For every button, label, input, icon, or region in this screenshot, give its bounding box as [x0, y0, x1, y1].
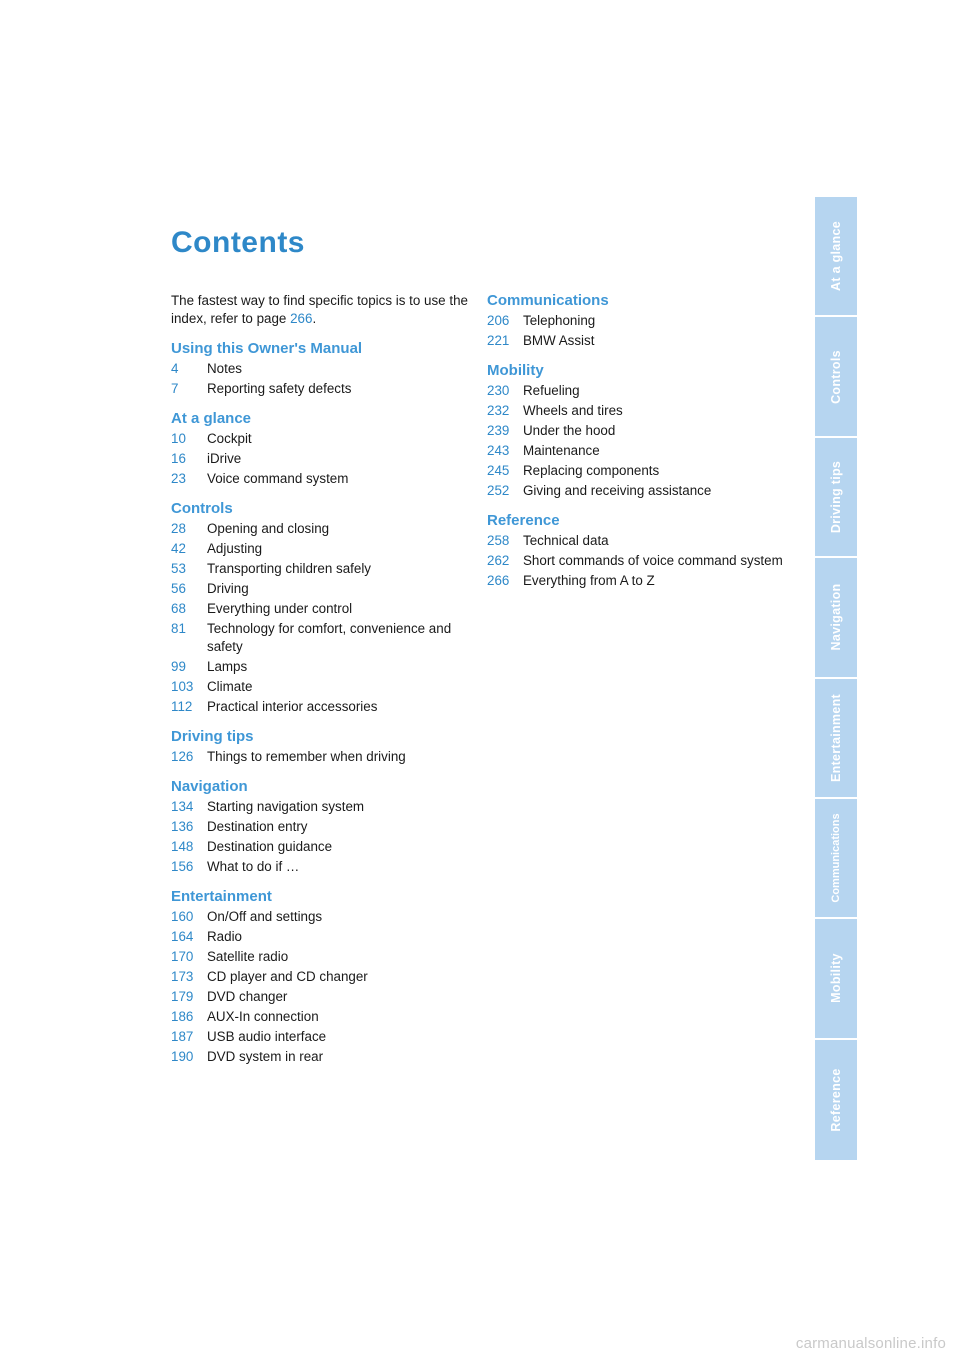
- toc-entry-text: Starting navigation system: [207, 799, 365, 814]
- toc-entry[interactable]: [487, 532, 787, 550]
- toc-entry[interactable]: [487, 572, 787, 590]
- toc-entry-text: Voice command system: [207, 471, 349, 486]
- section-title[interactable]: Driving tips: [171, 728, 254, 745]
- toc-entry[interactable]: [171, 858, 471, 876]
- toc-entry[interactable]: [171, 658, 471, 676]
- toc-entry[interactable]: [487, 402, 787, 420]
- toc-entry[interactable]: [487, 382, 787, 400]
- toc-entry-page[interactable]: 7: [171, 381, 179, 396]
- toc-entry-text: Notes: [207, 361, 242, 376]
- toc-section: [171, 728, 471, 766]
- toc-entry-text: Short commands of voice command system: [523, 553, 783, 568]
- sidebar-tab-label: Controls: [829, 349, 843, 404]
- toc-entry-page[interactable]: 136: [171, 819, 194, 834]
- section-title[interactable]: Mobility: [487, 362, 544, 379]
- toc-entry-page[interactable]: 186: [171, 1009, 194, 1024]
- toc-entry[interactable]: [487, 442, 787, 460]
- toc-entry-page[interactable]: 179: [171, 989, 194, 1004]
- toc-entry-page[interactable]: 4: [171, 361, 179, 376]
- toc-entry-page[interactable]: 42: [171, 541, 186, 556]
- toc-entry-text: Maintenance: [523, 443, 600, 458]
- toc-entry[interactable]: [487, 552, 787, 570]
- toc-entry-text: Wheels and tires: [523, 403, 623, 418]
- section-title[interactable]: Entertainment: [171, 888, 272, 905]
- sidebar-tab-label: Driving tips: [829, 460, 843, 534]
- toc-entry[interactable]: [171, 620, 471, 656]
- toc-entry-page[interactable]: 112: [171, 699, 193, 714]
- intro-text: The fastest way to find specific topics is to use the index, refer to page 266.: [171, 293, 468, 326]
- toc-entry-page[interactable]: 56: [171, 581, 186, 596]
- sidebar-tab[interactable]: [815, 438, 857, 558]
- section-title[interactable]: Communications: [487, 292, 609, 309]
- toc-entry[interactable]: [171, 698, 471, 716]
- toc-entry[interactable]: [487, 332, 787, 350]
- sidebar-tab[interactable]: [815, 197, 857, 317]
- sidebar-tab[interactable]: [815, 799, 857, 919]
- toc-entry[interactable]: [171, 678, 471, 696]
- toc-entry-page[interactable]: 53: [171, 561, 186, 576]
- toc-entry[interactable]: [171, 600, 471, 618]
- toc-entry-text: Technical data: [523, 533, 609, 548]
- toc-section: [171, 888, 471, 1066]
- toc-entry[interactable]: [487, 482, 787, 500]
- toc-entry[interactable]: [171, 580, 471, 598]
- toc-entry-text: Replacing components: [523, 463, 660, 478]
- toc-entry-page[interactable]: 221: [487, 333, 510, 348]
- page-title: Contents: [171, 226, 305, 259]
- section-title[interactable]: Using this Owner's Manual: [171, 340, 363, 357]
- toc-entry-text: Things to remember when driving: [207, 749, 406, 764]
- toc-entry-page[interactable]: 245: [487, 463, 510, 478]
- toc-entry[interactable]: [487, 462, 787, 480]
- toc-entry-text: DVD changer: [207, 989, 288, 1004]
- section-title[interactable]: Navigation: [171, 778, 248, 795]
- toc-entry-page[interactable]: 170: [171, 949, 194, 964]
- toc-entry-text: Adjusting: [207, 541, 263, 556]
- toc-entry-page[interactable]: 173: [171, 969, 194, 984]
- sidebar-tab[interactable]: [815, 919, 857, 1039]
- toc-entry-page[interactable]: 206: [487, 313, 510, 328]
- toc-entry[interactable]: [171, 380, 471, 398]
- toc-entry-page[interactable]: 190: [171, 1049, 194, 1064]
- toc-entry-text: Destination guidance: [207, 839, 333, 854]
- toc-entry[interactable]: [171, 908, 471, 926]
- toc-entry-page[interactable]: 160: [171, 909, 194, 924]
- sidebar-tab-label: At a glance: [829, 221, 843, 292]
- sidebar-tab[interactable]: [815, 558, 857, 678]
- toc-entry-text: Transporting children safely: [207, 561, 371, 576]
- section-title[interactable]: Controls: [171, 500, 233, 517]
- toc-entry-page[interactable]: 103: [171, 679, 194, 694]
- toc-entry[interactable]: [171, 798, 471, 816]
- toc-entry-text: USB audio interface: [207, 1029, 327, 1044]
- toc-entry-text: On/Off and settings: [207, 909, 323, 924]
- toc-entry-text: Giving and receiving assistance: [523, 483, 712, 498]
- toc-entry[interactable]: [171, 838, 471, 856]
- toc-entry-page[interactable]: 164: [171, 929, 194, 944]
- toc-entry-text: Radio: [207, 929, 242, 944]
- toc-entry[interactable]: [171, 360, 471, 378]
- toc-entry[interactable]: [171, 470, 471, 488]
- toc-entry[interactable]: [171, 928, 471, 946]
- sidebar-tab-label: Communications: [830, 813, 842, 903]
- sidebar-tab-label: Navigation: [829, 583, 843, 651]
- toc-section: [171, 500, 471, 716]
- toc-entry-page[interactable]: 156: [171, 859, 194, 874]
- toc-entry-text: Under the hood: [523, 423, 616, 438]
- section-title[interactable]: At a glance: [171, 410, 252, 427]
- toc-entry[interactable]: [171, 430, 471, 448]
- contents-right-column: [487, 292, 787, 602]
- section-title[interactable]: Reference: [487, 512, 560, 529]
- toc-entry-text: iDrive: [207, 451, 242, 466]
- toc-entry[interactable]: [171, 1028, 471, 1046]
- intro-page-link[interactable]: 266: [290, 311, 313, 326]
- sidebar-tab[interactable]: [815, 1040, 857, 1160]
- toc-entry-text: Driving: [207, 581, 249, 596]
- toc-entry[interactable]: [171, 1048, 471, 1066]
- toc-entry[interactable]: [171, 988, 471, 1006]
- toc-section: [171, 410, 471, 488]
- toc-entry-text: Lamps: [207, 659, 248, 674]
- toc-entry-page[interactable]: 134: [171, 799, 194, 814]
- toc-section: [171, 340, 471, 398]
- sidebar-tab-label: Entertainment: [829, 693, 843, 782]
- toc-entry-page[interactable]: 28: [171, 521, 186, 536]
- toc-entry-page[interactable]: 81: [171, 621, 186, 636]
- toc-entry-page[interactable]: 243: [487, 443, 510, 458]
- toc-entry-text: What to do if …: [207, 859, 300, 874]
- toc-entry-page[interactable]: 252: [487, 483, 510, 498]
- toc-entry-text: CD player and CD changer: [207, 969, 368, 984]
- toc-entry-text: Satellite radio: [207, 949, 289, 964]
- toc-entry-text: DVD system in rear: [207, 1049, 324, 1064]
- toc-entry-page[interactable]: 99: [171, 659, 186, 674]
- toc-entry-text: Destination entry: [207, 819, 308, 834]
- sidebar-tab[interactable]: [815, 679, 857, 799]
- toc-entry[interactable]: [171, 520, 471, 538]
- toc-entry-text: AUX-In connection: [207, 1009, 319, 1024]
- toc-section: [487, 292, 787, 350]
- toc-entry[interactable]: [171, 818, 471, 836]
- toc-entry-page[interactable]: 68: [171, 601, 186, 616]
- toc-entry[interactable]: [171, 948, 471, 966]
- toc-entry-page[interactable]: 232: [487, 403, 510, 418]
- toc-entry[interactable]: [171, 540, 471, 558]
- toc-entry[interactable]: [487, 422, 787, 440]
- toc-entry[interactable]: [171, 748, 471, 766]
- toc-entry[interactable]: [487, 312, 787, 330]
- toc-entry[interactable]: [171, 968, 471, 986]
- sidebar-tab-label: Reference: [829, 1068, 843, 1132]
- toc-entry-text: Refueling: [523, 383, 580, 398]
- toc-entry-page[interactable]: 230: [487, 383, 510, 398]
- contents-left-column: [171, 292, 471, 1078]
- toc-entry-page[interactable]: 126: [171, 749, 194, 764]
- toc-entry[interactable]: [171, 560, 471, 578]
- sidebar-tab-label: Mobility: [829, 953, 843, 1004]
- toc-entry-text: Practical interior accessories: [207, 699, 378, 714]
- toc-entry-page[interactable]: 262: [487, 553, 510, 568]
- toc-entry[interactable]: [171, 1008, 471, 1026]
- toc-entry-page[interactable]: 23: [171, 471, 186, 486]
- watermark: carmanualsonline.info: [795, 1335, 946, 1352]
- toc-entry-text: Cockpit: [207, 431, 252, 446]
- toc-entry-page[interactable]: 266: [487, 573, 510, 588]
- toc-entry-page[interactable]: 187: [171, 1029, 194, 1044]
- toc-section: [487, 362, 787, 500]
- toc-entry-text: BMW Assist: [523, 333, 595, 348]
- toc-entry-text: Technology for comfort, convenience and safety: [207, 621, 452, 654]
- toc-entry-text: Reporting safety defects: [207, 381, 352, 396]
- toc-entry-page[interactable]: 258: [487, 533, 510, 548]
- sidebar-tab[interactable]: [815, 317, 857, 437]
- toc-section: [487, 512, 787, 590]
- chapter-sidebar: [815, 197, 857, 1160]
- toc-entry-text: Opening and closing: [207, 521, 330, 536]
- toc-entry-page[interactable]: 10: [171, 431, 186, 446]
- toc-entry[interactable]: [171, 450, 471, 468]
- toc-entry-text: Everything from A to Z: [523, 573, 655, 588]
- toc-entry-text: Everything under control: [207, 601, 353, 616]
- toc-entry-page[interactable]: 16: [171, 451, 186, 466]
- toc-entry-page[interactable]: 239: [487, 423, 510, 438]
- toc-entry-text: Climate: [207, 679, 253, 694]
- toc-entry-text: Telephoning: [523, 313, 596, 328]
- toc-section: [171, 778, 471, 876]
- toc-entry-page[interactable]: 148: [171, 839, 194, 854]
